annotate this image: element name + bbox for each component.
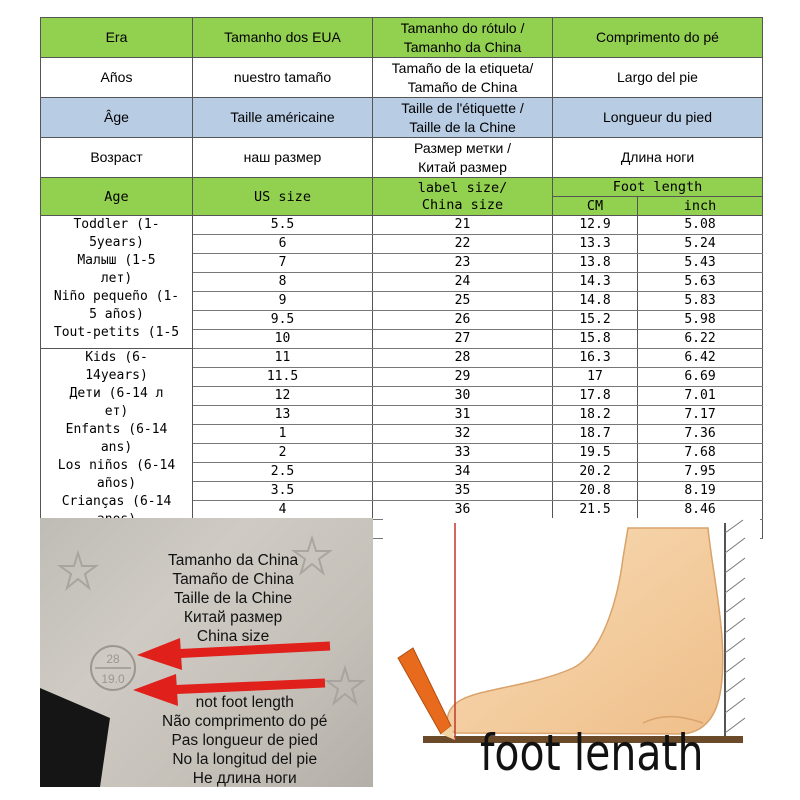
- china-size-en: China size: [196, 628, 270, 645]
- cell-inch: 5.83: [638, 292, 763, 311]
- china-size-pt: Tamanho da China: [168, 552, 299, 569]
- cell-china: 30: [373, 387, 553, 406]
- star-icon: [294, 538, 330, 573]
- cell-cm: 14.3: [553, 273, 638, 292]
- toddler-age-label: Toddler (1- 5years) Малыш (1-5 лет) Niño pequeño (1- 5 años) Tout-petits (1-5: [41, 216, 193, 349]
- cell-cm: 15.8: [553, 330, 638, 349]
- header-cell: Возраст: [41, 138, 193, 178]
- cell-china: 34: [373, 463, 553, 482]
- cell-china: 22: [373, 235, 553, 254]
- star-icon: [327, 668, 363, 703]
- table-row: [41, 216, 763, 235]
- cell-cm: 19.5: [553, 444, 638, 463]
- header-cell: Comprimento do pé: [553, 18, 763, 58]
- cell-cm: 20.8: [553, 482, 638, 501]
- not-foot-es: No la longitud del pie: [172, 751, 318, 768]
- shoe-sole-photo: [40, 518, 373, 787]
- inch-header: inch: [638, 197, 763, 216]
- cell-inch: 5.63: [638, 273, 763, 292]
- cell-inch: 5.43: [638, 254, 763, 273]
- cell-cm: 18.2: [553, 406, 638, 425]
- cell-cm: 18.7: [553, 425, 638, 444]
- header-cell: Размер метки / Китай размер: [373, 138, 553, 178]
- cell-inch: 6.22: [638, 330, 763, 349]
- header-row: [41, 138, 763, 178]
- header-cell: Años: [41, 58, 193, 98]
- header-cell: Âge: [41, 98, 193, 138]
- cell-inch: 5.08: [638, 216, 763, 235]
- cell-cm: 17.8: [553, 387, 638, 406]
- cell-inch: 6.42: [638, 349, 763, 368]
- cell-inch: 7.95: [638, 463, 763, 482]
- cell-us: 2.5: [193, 463, 373, 482]
- cell-inch: 7.68: [638, 444, 763, 463]
- size-chart-table: [40, 177, 763, 539]
- star-icon: [60, 553, 96, 588]
- china-size-arrow-shaft: [170, 646, 330, 654]
- header-row: [41, 58, 763, 98]
- header-cell: Tamanho dos EUA: [193, 18, 373, 58]
- cell-inch: 8.46: [638, 501, 763, 520]
- label-size-header: label size/ China size: [373, 178, 553, 216]
- china-size-ru: Китай размер: [183, 609, 283, 626]
- foot-shape: [447, 528, 723, 734]
- cell-inch: 8.19: [638, 482, 763, 501]
- not-foot-fr: Pas longueur de pied: [171, 732, 318, 749]
- cell-china: 27: [373, 330, 553, 349]
- not-foot-pt: Não comprimento do pé: [162, 713, 328, 730]
- cm-header: CM: [553, 197, 638, 216]
- cell-inch: 7.36: [638, 425, 763, 444]
- stamp-top-text: 28: [106, 652, 120, 666]
- header-cell: Tamanho do rótulo / Tamanho da China: [373, 18, 553, 58]
- not-foot-ru: Не длина ноги: [192, 770, 297, 787]
- header-cell: Era: [41, 18, 193, 58]
- cell-us: 6: [193, 235, 373, 254]
- china-size-es: Tamaño de China: [172, 571, 294, 588]
- header-cell: Tamaño de la etiqueta/ Tamaño de China: [373, 58, 553, 98]
- not-foot-length-labels: [162, 693, 327, 787]
- header-table: [40, 17, 763, 178]
- cell-cm: 13.8: [553, 254, 638, 273]
- cell-china: 28: [373, 349, 553, 368]
- china-size-fr: Taille de la Chine: [174, 590, 293, 607]
- cell-china: 33: [373, 444, 553, 463]
- header-cell: Taille américaine: [193, 98, 373, 138]
- header-cell: Longueur du pied: [553, 98, 763, 138]
- header-cell: наш размер: [193, 138, 373, 178]
- cell-inch: 5.98: [638, 311, 763, 330]
- header-row: [41, 18, 763, 58]
- cell-us: 2: [193, 444, 373, 463]
- cell-us: 5.5: [193, 216, 373, 235]
- cell-us: 12: [193, 387, 373, 406]
- cell-cm: 20.2: [553, 463, 638, 482]
- cell-china: 21: [373, 216, 553, 235]
- cell-china: 25: [373, 292, 553, 311]
- stamp-bottom-text: 19.0: [101, 672, 125, 686]
- not-foot-arrow-shaft: [165, 683, 325, 690]
- cell-inch: 6.69: [638, 368, 763, 387]
- table-row: [41, 349, 763, 368]
- header-cell: Largo del pie: [553, 58, 763, 98]
- cell-cm: 14.8: [553, 292, 638, 311]
- cell-us: 9: [193, 292, 373, 311]
- cell-us: 8: [193, 273, 373, 292]
- cell-china: 26: [373, 311, 553, 330]
- cell-china: 35: [373, 482, 553, 501]
- header-row: [41, 98, 763, 138]
- header-cell: Длина ноги: [553, 138, 763, 178]
- cell-us: 9.5: [193, 311, 373, 330]
- foot-length-header: Foot length: [553, 178, 763, 197]
- cell-us: 7: [193, 254, 373, 273]
- cell-cm: 15.2: [553, 311, 638, 330]
- kids-age-label: Kids (6- 14years) Дети (6-14 л ет) Enfants (6-14 ans) Los niños (6-14 años) Crianças (6-14: [41, 349, 193, 539]
- cell-china: 24: [373, 273, 553, 292]
- cell-us: 13: [193, 406, 373, 425]
- cell-china: 32: [373, 425, 553, 444]
- shoe-edge-shape: [40, 688, 110, 787]
- wall-hatching: [725, 520, 745, 733]
- cell-china: 36: [373, 501, 553, 520]
- age-header: Age: [41, 178, 193, 216]
- not-foot-en: not foot length: [195, 694, 294, 711]
- cell-inch: 7.17: [638, 406, 763, 425]
- cell-cm: 12.9: [553, 216, 638, 235]
- cell-us: 1: [193, 425, 373, 444]
- cell-china: 31: [373, 406, 553, 425]
- cell-china: 29: [373, 368, 553, 387]
- cell-china: 23: [373, 254, 553, 273]
- header-cell: nuestro tamaño: [193, 58, 373, 98]
- cell-cm: 13.3: [553, 235, 638, 254]
- cell-inch: 7.01: [638, 387, 763, 406]
- cell-us: 10: [193, 330, 373, 349]
- cell-us: 11: [193, 349, 373, 368]
- cell-us: 11.5: [193, 368, 373, 387]
- cell-cm: 16.3: [553, 349, 638, 368]
- cell-inch: 5.24: [638, 235, 763, 254]
- cell-us: 3.5: [193, 482, 373, 501]
- cell-us: 4: [193, 501, 373, 520]
- cell-cm: 17: [553, 368, 638, 387]
- header-cell: Taille de l'étiquette / Taille de la Chine: [373, 98, 553, 138]
- foot-length-caption: foot lenath: [480, 724, 704, 782]
- pencil-icon: [398, 648, 455, 740]
- cell-cm: 21.5: [553, 501, 638, 520]
- us-size-header: US size: [193, 178, 373, 216]
- china-size-labels: [168, 551, 298, 646]
- foot-length-diagram: [383, 518, 760, 787]
